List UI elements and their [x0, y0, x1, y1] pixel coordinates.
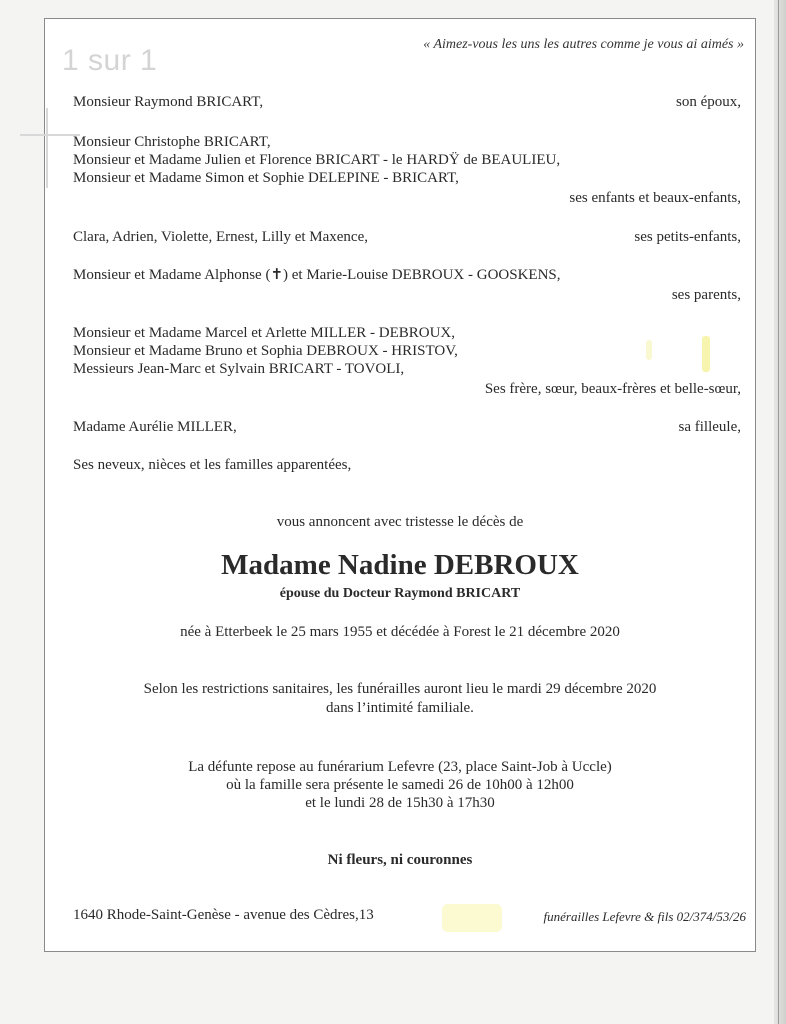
goddaughter-relation: sa filleule,: [678, 419, 741, 435]
funeral-info: Selon les restrictions sanitaires, les funérailles auront lieu le mardi 29 décembre 2020: [143, 681, 657, 697]
grandchildren-relation: ses petits-enfants,: [634, 229, 741, 245]
deceased-name: Madame Nadine DEBROUX: [221, 549, 579, 581]
highlight-mark: [442, 904, 502, 932]
no-flowers-notice: Ni fleurs, ni couronnes: [327, 852, 473, 868]
siblings-relation: Ses frère, sœur, beaux-frères et belle-sœur,: [484, 381, 741, 397]
epigraph-quote: « Aimez-vous les uns les autres comme je vous ai aimés »: [423, 37, 744, 52]
birth-death-dates: née à Etterbeek le 25 mars 1955 et décédée à Forest le 21 décembre 2020: [180, 624, 620, 640]
grandchildren-names: Clara, Adrien, Violette, Ernest, Lilly et Maxence,: [73, 229, 368, 245]
sibling-line: Monsieur et Madame Bruno et Sophia DEBROUX - HRISTOV,: [73, 343, 458, 359]
funeral-info: dans l’intimité familiale.: [326, 700, 474, 716]
page-edge-shadow: [774, 0, 786, 1024]
sibling-line: Messieurs Jean-Marc et Sylvain BRICART - TOVOLI,: [73, 361, 405, 377]
spouse-name: Monsieur Raymond BRICART,: [73, 94, 264, 110]
parents-names: Monsieur et Madame Alphonse (✝) et Marie-Louise DEBROUX - GOOSKENS,: [73, 267, 561, 283]
child-line: Monsieur Christophe BRICART,: [73, 134, 271, 150]
spouse-line: épouse du Docteur Raymond BRICART: [279, 586, 521, 601]
visitation-info: où la famille sera présente le samedi 26 de 10h00 à 12h00: [226, 777, 574, 793]
page-indicator: 1 sur 1: [62, 44, 158, 77]
child-line: Monsieur et Madame Julien et Florence BRICART - le HARDŸ de BEAULIEU,: [73, 152, 561, 168]
goddaughter-name: Madame Aurélie MILLER,: [73, 419, 237, 435]
parents-relation: ses parents,: [671, 287, 741, 303]
spouse-relation: son époux,: [676, 94, 741, 110]
visitation-info: et le lundi 28 de 15h30 à 17h30: [305, 795, 495, 811]
funeral-home-contact: funérailles Lefevre & fils 02/374/53/26: [543, 909, 746, 924]
highlight-mark: [702, 336, 710, 372]
child-line: Monsieur et Madame Simon et Sophie DELEPINE - BRICART,: [73, 170, 459, 186]
cross-watermark-icon: [20, 108, 80, 188]
highlight-mark: [646, 340, 652, 360]
sibling-line: Monsieur et Madame Marcel et Arlette MILLER - DEBROUX,: [73, 325, 455, 341]
children-relation: ses enfants et beaux-enfants,: [569, 190, 741, 206]
page-edge-line: [778, 0, 779, 1024]
visitation-info: La défunte repose au funérarium Lefevre (23, place Saint-Job à Uccle): [188, 759, 612, 775]
announcement-intro: vous annoncent avec tristesse le décès de: [276, 514, 524, 530]
family-address: 1640 Rhode-Saint-Genèse - avenue des Cèdres,13: [73, 907, 374, 923]
extended-family: Ses neveux, nièces et les familles apparentées,: [73, 457, 352, 473]
